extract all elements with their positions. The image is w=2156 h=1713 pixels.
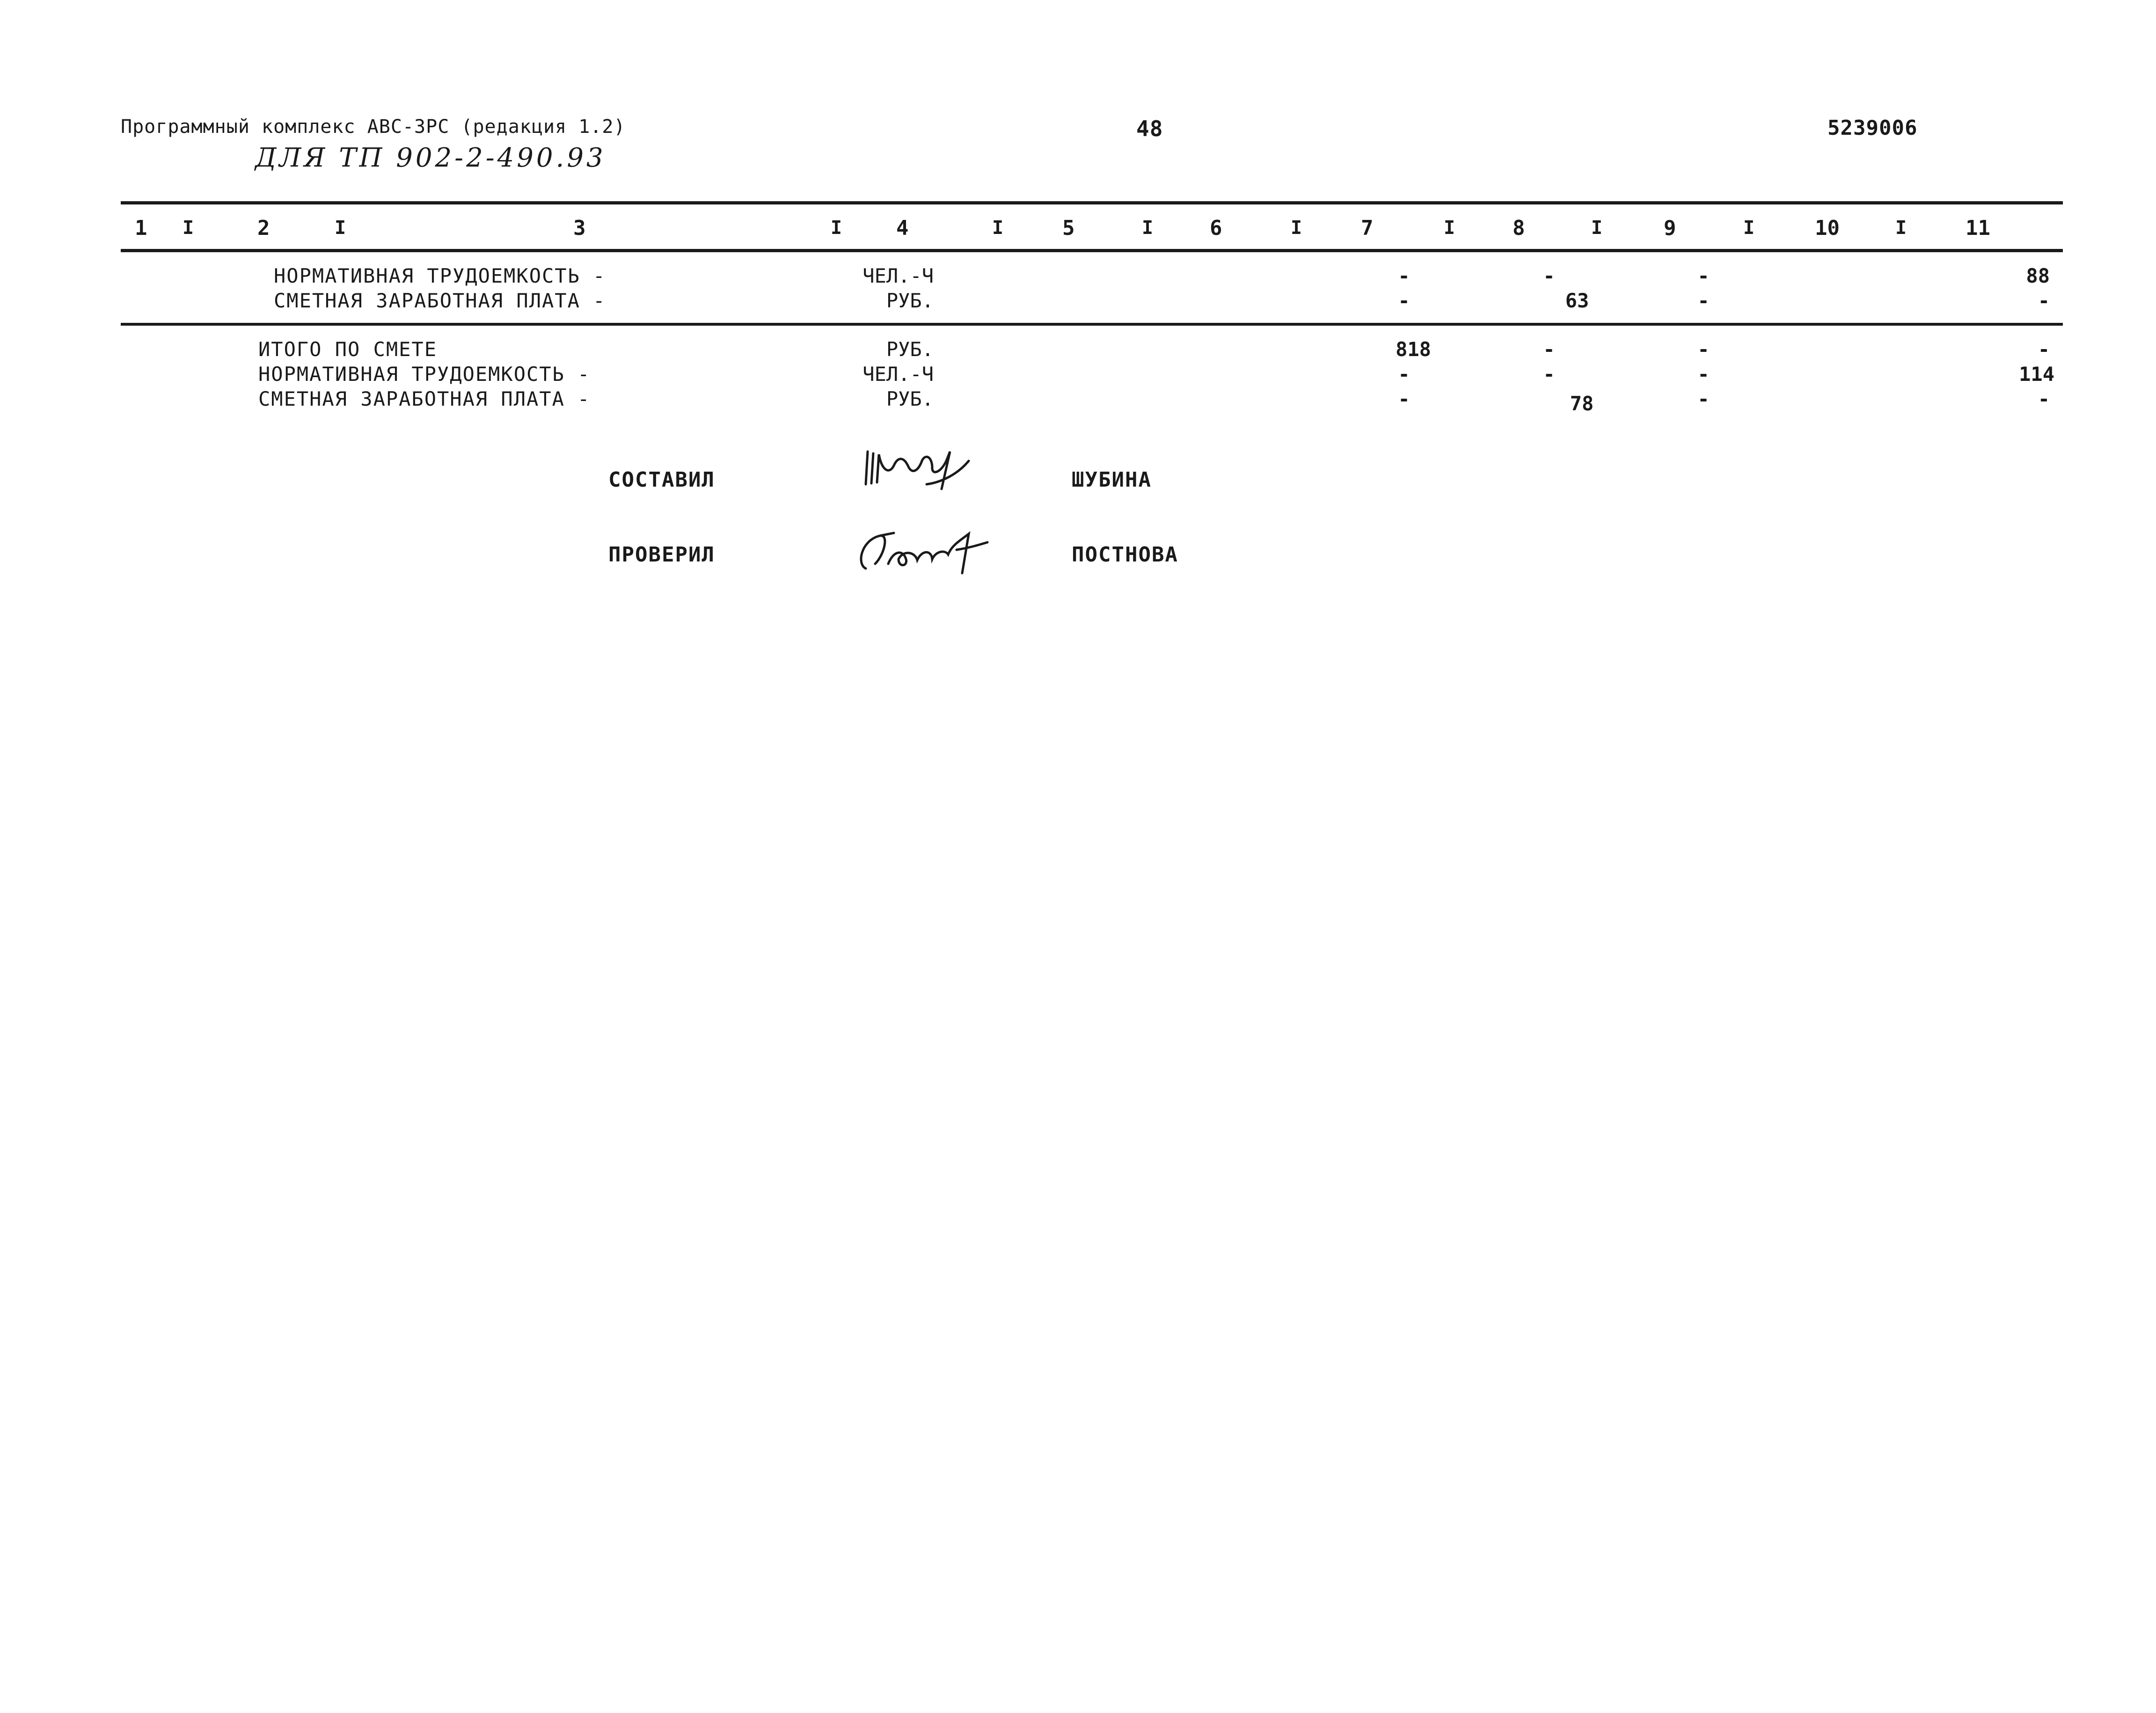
section-divider-rule — [121, 323, 2063, 326]
row-col-7: - — [1398, 289, 1410, 312]
column-number-10: 10 — [1815, 216, 1840, 240]
row-col-9: - — [1697, 387, 1710, 410]
row-col-7: 818 — [1396, 338, 1431, 361]
row-col-9: - — [1697, 363, 1710, 386]
column-separator: I — [183, 217, 194, 239]
row-unit: РУБ. — [886, 387, 934, 410]
checked-by-label: ПРОВЕРИЛ — [608, 543, 715, 567]
column-separator: I — [831, 217, 842, 239]
row-col-7: - — [1398, 387, 1410, 410]
row-col-8: 78 — [1570, 392, 1594, 415]
row-col-8: - — [1543, 363, 1555, 386]
table-top-rule — [121, 201, 2063, 204]
column-separator: I — [1142, 217, 1154, 239]
row-label: СМЕТНАЯ ЗАРАБОТНАЯ ПЛАТА - — [274, 289, 606, 312]
row-col-9: - — [1697, 289, 1710, 312]
row-col-11: - — [2038, 387, 2050, 410]
column-separator: I — [1444, 217, 1455, 239]
column-number-9: 9 — [1664, 216, 1676, 240]
column-separator: I — [1895, 217, 1907, 239]
row-unit: ЧЕЛ.-Ч — [862, 264, 934, 287]
column-separator: I — [992, 217, 1004, 239]
handwritten-reference: ДЛЯ ТП 902-2-490.93 — [255, 143, 606, 173]
column-number-2: 2 — [257, 216, 270, 240]
row-col-8: 63 — [1565, 289, 1589, 312]
checked-signature-icon — [852, 522, 992, 578]
row-col-8: - — [1543, 264, 1555, 287]
page-number: 48 — [1136, 116, 1163, 141]
program-title: Программный комплекс АВС-ЗРС (редакция 1.2) — [121, 116, 626, 138]
column-number-6: 6 — [1210, 216, 1222, 240]
row-col-11: 114 — [2019, 363, 2054, 386]
compiled-signature-icon — [861, 442, 983, 498]
row-col-8: - — [1543, 338, 1555, 361]
column-number-3: 3 — [573, 216, 586, 240]
row-col-7: - — [1398, 264, 1410, 287]
row-col-9: - — [1697, 264, 1710, 287]
column-separator: I — [1291, 217, 1302, 239]
column-number-5: 5 — [1062, 216, 1075, 240]
row-col-7: - — [1398, 363, 1410, 386]
compiled-by-label: СОСТАВИЛ — [608, 468, 715, 492]
row-col-11: - — [2038, 289, 2050, 312]
column-number-7: 7 — [1361, 216, 1374, 240]
column-separator: I — [1591, 217, 1603, 239]
column-number-4: 4 — [896, 216, 909, 240]
column-separator: I — [335, 217, 346, 239]
row-col-11: 88 — [2026, 264, 2050, 287]
row-label: ИТОГО ПО СМЕТЕ — [258, 338, 438, 361]
row-label: НОРМАТИВНАЯ ТРУДОЕМКОСТЬ - — [258, 363, 591, 386]
row-unit: ЧЕЛ.-Ч — [862, 363, 934, 386]
table-header-bottom-rule — [121, 249, 2063, 252]
column-number-11: 11 — [1966, 216, 1990, 240]
document-code: 5239006 — [1827, 116, 1918, 140]
column-separator: I — [1743, 217, 1755, 239]
row-label: СМЕТНАЯ ЗАРАБОТНАЯ ПЛАТА - — [258, 387, 591, 410]
column-number-8: 8 — [1513, 216, 1525, 240]
row-label: НОРМАТИВНАЯ ТРУДОЕМКОСТЬ - — [274, 264, 606, 287]
row-unit: РУБ. — [886, 338, 934, 361]
compiled-by-name: ШУБИНА — [1072, 468, 1152, 492]
row-unit: РУБ. — [886, 289, 934, 312]
row-col-9: - — [1697, 338, 1710, 361]
checked-by-name: ПОСТНОВА — [1072, 543, 1178, 567]
row-col-11: - — [2038, 338, 2050, 361]
column-number-1: 1 — [135, 216, 147, 240]
